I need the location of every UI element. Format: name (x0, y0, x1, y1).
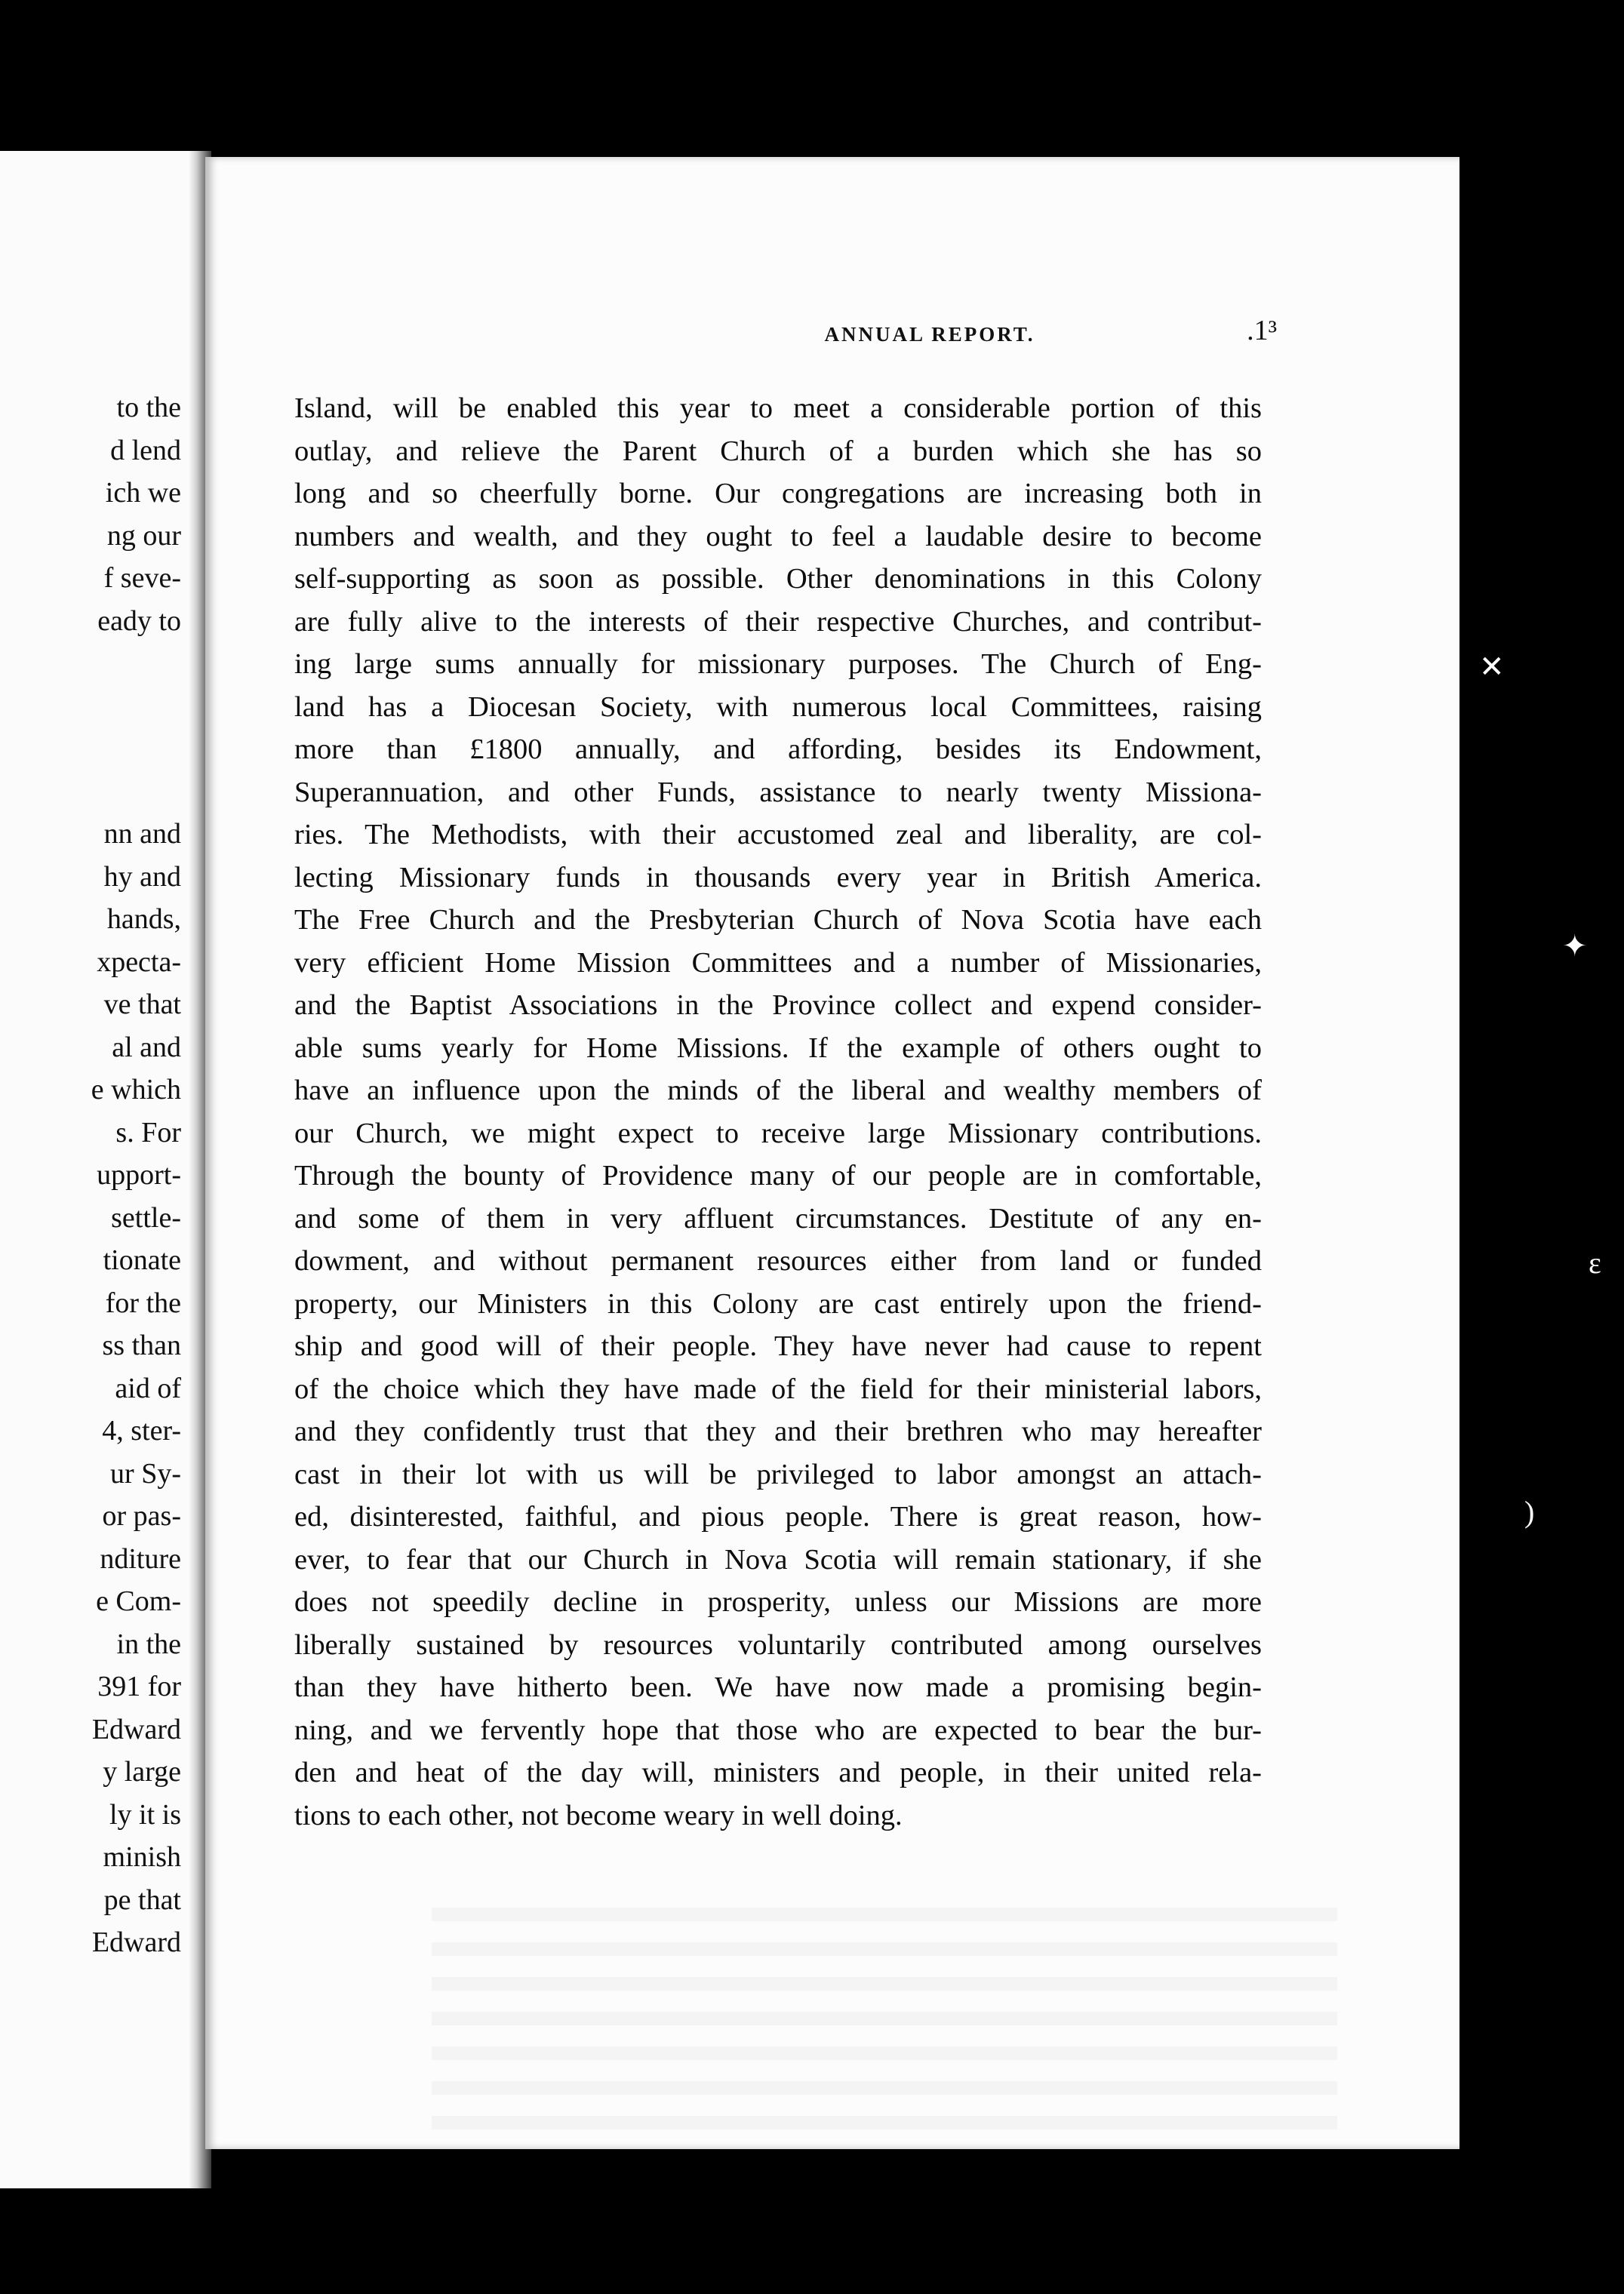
page (205, 157, 1459, 2149)
facing-text-line: ss than (102, 1330, 181, 1361)
text-line: ries. The Methodists, with their accustomed zeal and liberality, are col- (294, 819, 1262, 850)
text-line: ing large sums annually for missionary purposes. The Church of Eng- (294, 648, 1262, 680)
text-line: are fully alive to the interests of their respective Churches, and contribut- (294, 605, 1262, 638)
page-number: .1³ (1247, 315, 1277, 346)
text-line: of the choice which they have made of the field for their ministerial labors, (294, 1373, 1262, 1405)
facing-text-line: 4, ster- (102, 1415, 181, 1447)
text-line: den and heat of the day will, ministers and people, in their united rela- (294, 1757, 1262, 1788)
text-line: ever, to fear that our Church in Nova Scotia will remain stationary, if she (294, 1543, 1262, 1576)
facing-text-line: 391 for (97, 1671, 181, 1702)
text-line: Through the bounty of Providence many of our people are in comfortable, (294, 1160, 1262, 1192)
facing-text-line: aid of (115, 1372, 181, 1404)
facing-page-text (0, 386, 181, 1964)
text-line: ning, and we fervently hope that those who are expected to bear the bur- (294, 1714, 1262, 1746)
facing-text-line: s. For (115, 1116, 181, 1149)
facing-page-fragment (0, 151, 189, 2188)
facing-text-line: or pas- (102, 1500, 181, 1532)
facing-text-line: e Com- (96, 1585, 181, 1617)
facing-text-line: minish (103, 1841, 181, 1873)
text-line: outlay, and relieve the Parent Church of a burden which she has so (294, 435, 1262, 467)
text-line: self-supporting as soon as possible. Other denominations in this Colony (294, 563, 1262, 595)
text-line: The Free Church and the Presbyterian Church of Nova Scotia have each (294, 904, 1262, 936)
facing-text-line: nditure (100, 1542, 181, 1575)
facing-text-line: to the (116, 392, 181, 423)
text-line: tions to each other, not become weary in well doing. (294, 1799, 903, 1831)
facing-text-line: upport- (97, 1159, 181, 1191)
scan-artifact: ✕ (1479, 650, 1505, 684)
facing-text-line: Edward (91, 1713, 181, 1745)
facing-text-line: d lend (110, 434, 181, 466)
facing-text-line: eady to (97, 604, 181, 637)
text-line: Superannuation, and other Funds, assistance to nearly twenty Missiona- (294, 776, 1262, 808)
facing-text-line: pe that (103, 1883, 181, 1916)
text-line: cast in their lot with us will be privileged to labor amongst an attach- (294, 1458, 1262, 1490)
facing-text-line: settle- (111, 1201, 181, 1234)
facing-text-line (0, 685, 181, 728)
facing-text-line: ur Sy- (110, 1457, 181, 1490)
text-line: able sums yearly for Home Missions. If the example of others ought to (294, 1032, 1262, 1064)
facing-text-line: in the (116, 1628, 181, 1660)
text-line: and the Baptist Associations in the Province collect and expend consider- (294, 989, 1262, 1021)
facing-text-line: f seve- (103, 562, 181, 594)
facing-text-line: ng our (106, 519, 181, 552)
text-line: have an influence upon the minds of the liberal and wealthy members of (294, 1075, 1262, 1106)
facing-text-line (0, 770, 181, 813)
text-line: and some of them in very affluent circumstances. Destitute of any en- (294, 1202, 1262, 1235)
facing-text-line: xpecta- (97, 946, 181, 978)
facing-text-line: nn and (103, 818, 181, 850)
text-line: our Church, we might expect to receive large Missionary contributions. (294, 1117, 1262, 1149)
facing-text-line: Edward (91, 1927, 181, 1958)
facing-text-line: ve that (103, 989, 181, 1020)
running-head: ANNUAL REPORT. (824, 323, 1035, 346)
facing-text-line: ich we (105, 477, 181, 509)
facing-text-line: tionate (103, 1244, 181, 1276)
bleed-through-shadow (432, 1908, 1337, 2149)
facing-text-line (0, 642, 181, 685)
text-line: very efficient Home Mission Committees and a number of Missionaries, (294, 946, 1262, 979)
text-line: does not speedily decline in prosperity, unless our Missions are more (294, 1586, 1262, 1618)
scan-artifact: ε (1589, 1246, 1601, 1280)
scan-artifact: ✦ (1562, 929, 1588, 963)
text-line: liberally sustained by resources voluntarily contributed among ourselves (294, 1628, 1262, 1661)
text-line: long and so cheerfully borne. Our congregations are increasing both in (294, 478, 1262, 509)
text-line: more than £1800 annually, and affording, besides its Endowment, (294, 733, 1262, 765)
facing-text-line: for the (105, 1287, 181, 1319)
facing-text-line: e which (91, 1074, 181, 1105)
body-text (294, 387, 1262, 1837)
text-line: ed, disinterested, faithful, and pious people. There is great reason, how- (294, 1501, 1262, 1533)
text-line: lecting Missionary funds in thousands every year in British America. (294, 861, 1262, 893)
scan-artifact: ) (1524, 1495, 1535, 1529)
text-line: ship and good will of their people. They have never had cause to repent (294, 1330, 1262, 1362)
text-line: numbers and wealth, and they ought to feel a laudable desire to become (294, 520, 1262, 552)
facing-text-line: al and (112, 1031, 181, 1063)
facing-text-line: y large (103, 1756, 181, 1788)
facing-text-line (0, 727, 181, 770)
facing-text-line: ly it is (109, 1798, 181, 1831)
facing-text-line: hands, (106, 903, 181, 935)
text-line: land has a Diocesan Society, with numerous local Committees, raising (294, 690, 1262, 723)
text-line: Island, will be enabled this year to meet a considerable portion of this (294, 392, 1262, 424)
text-line: property, our Ministers in this Colony are cast entirely upon the friend- (294, 1287, 1262, 1320)
text-line: and they confidently trust that they and their brethren who may hereafter (294, 1416, 1262, 1447)
text-line: than they have hitherto been. We have now made a promising begin- (294, 1671, 1262, 1703)
text-line: dowment, and without permanent resources either from land or funded (294, 1245, 1262, 1277)
facing-text-line: hy and (103, 860, 181, 893)
